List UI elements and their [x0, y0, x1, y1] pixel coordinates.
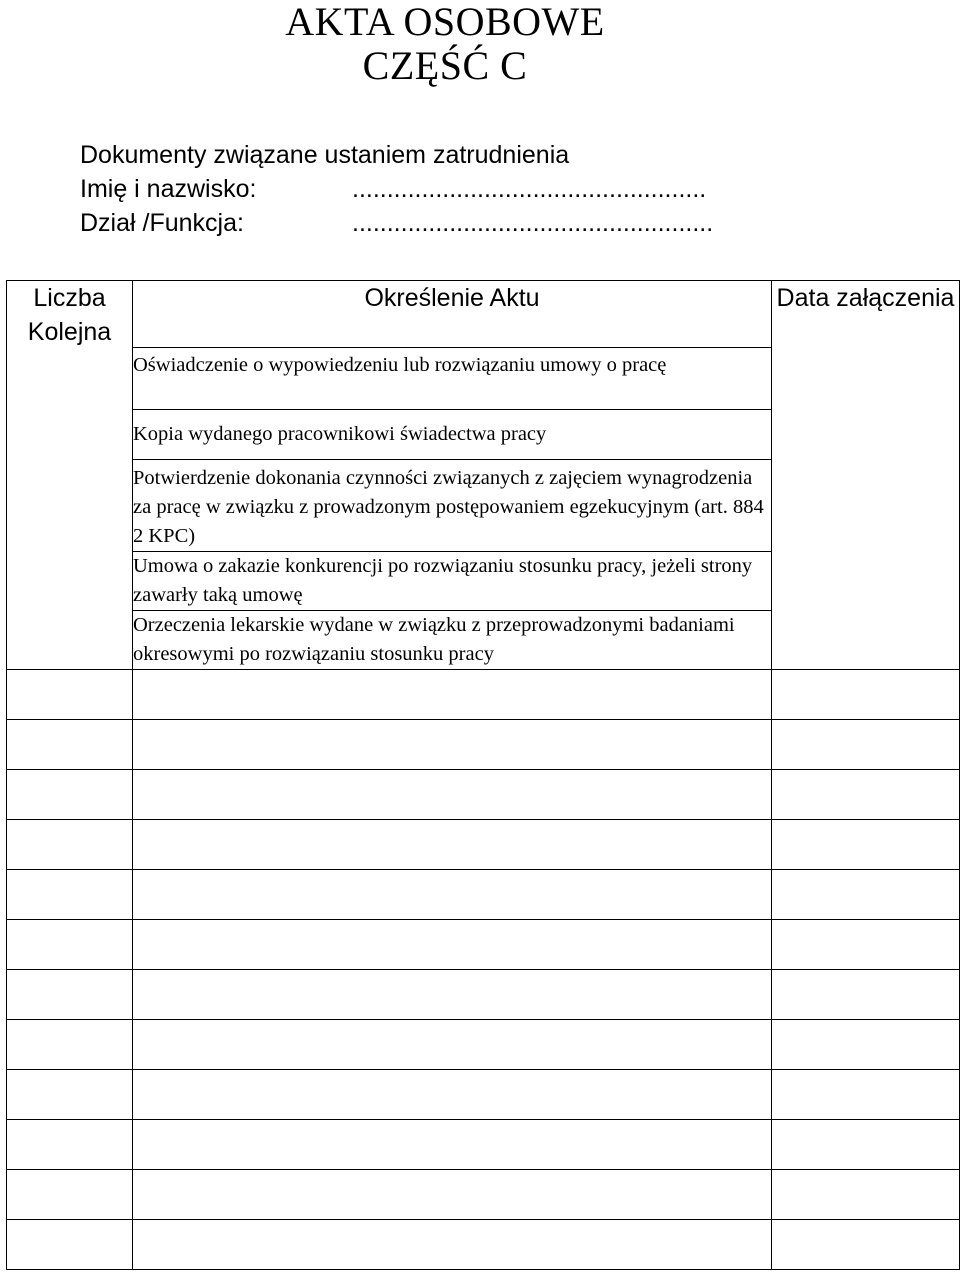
- empty-cell-act[interactable]: [133, 1120, 772, 1170]
- empty-cell-number[interactable]: [7, 970, 133, 1020]
- empty-cell-date[interactable]: [772, 920, 960, 970]
- empty-cell-number[interactable]: [7, 1170, 133, 1220]
- empty-row: [7, 770, 960, 820]
- header-date: Data załączenia: [772, 281, 960, 670]
- empty-cell-number[interactable]: [7, 1120, 133, 1170]
- empty-cell-number[interactable]: [7, 1220, 133, 1270]
- empty-cell-number[interactable]: [7, 670, 133, 720]
- name-label: Imię i nazwisko:: [80, 175, 257, 203]
- empty-cell-number[interactable]: [7, 720, 133, 770]
- empty-cell-number[interactable]: [7, 870, 133, 920]
- empty-cell-date[interactable]: [772, 820, 960, 870]
- empty-cell-act[interactable]: [133, 770, 772, 820]
- empty-row: [7, 1120, 960, 1170]
- empty-cell-date[interactable]: [772, 1220, 960, 1270]
- name-field[interactable]: ...................................................: [352, 175, 707, 203]
- empty-cell-number[interactable]: [7, 1020, 133, 1070]
- empty-row: [7, 1170, 960, 1220]
- empty-cell-act[interactable]: [133, 670, 772, 720]
- empty-cell-date[interactable]: [772, 870, 960, 920]
- empty-cell-date[interactable]: [772, 1120, 960, 1170]
- empty-cell-act[interactable]: [133, 970, 772, 1020]
- empty-row: [7, 720, 960, 770]
- empty-row: [7, 870, 960, 920]
- empty-cell-act[interactable]: [133, 920, 772, 970]
- empty-cell-act[interactable]: [133, 870, 772, 920]
- empty-row: [7, 1020, 960, 1070]
- empty-row: [7, 970, 960, 1020]
- header-number: Liczba Kolejna: [7, 281, 133, 670]
- empty-cell-number[interactable]: [7, 820, 133, 870]
- act-cell: Orzeczenia lekarskie wydane w związku z przeprowadzonymi badaniami okresowymi po rozwiązaniu stosunku pracy: [133, 611, 772, 670]
- document-title: AKTA OSOBOWE: [285, 0, 605, 44]
- empty-cell-act[interactable]: [133, 720, 772, 770]
- empty-cell-date[interactable]: [772, 1170, 960, 1220]
- empty-cell-number[interactable]: [7, 920, 133, 970]
- section-heading-text: Dokumenty związane ustaniem zatrudnienia: [80, 141, 570, 169]
- documents-table: [6, 280, 960, 1270]
- empty-row: [7, 920, 960, 970]
- empty-cell-date[interactable]: [772, 670, 960, 720]
- act-cell: Kopia wydanego pracownikowi świadectwa pracy: [133, 410, 772, 460]
- empty-cell-date[interactable]: [772, 720, 960, 770]
- empty-cell-date[interactable]: [772, 1020, 960, 1070]
- act-cell: Oświadczenie o wypowiedzeniu lub rozwiązaniu umowy o pracę: [133, 348, 772, 410]
- header-act: Określenie Aktu: [133, 281, 772, 348]
- empty-cell-date[interactable]: [772, 970, 960, 1020]
- empty-cell-date[interactable]: [772, 770, 960, 820]
- empty-row: [7, 670, 960, 720]
- empty-row: [7, 1220, 960, 1270]
- act-cell: Potwierdzenie dokonania czynności związanych z zajęciem wynagrodzenia za pracę w związku z prowadzonym postępowaniem egzekucyjnym (art. 884 2 KPC): [133, 460, 772, 552]
- department-field[interactable]: ....................................................: [352, 209, 714, 237]
- empty-cell-act[interactable]: [133, 820, 772, 870]
- empty-cell-act[interactable]: [133, 1070, 772, 1120]
- empty-row: [7, 1070, 960, 1120]
- act-cell: Umowa o zakazie konkurencji po rozwiązaniu stosunku pracy, jeżeli strony zawarły taką umowę: [133, 552, 772, 611]
- empty-cell-act[interactable]: [133, 1020, 772, 1070]
- empty-row: [7, 820, 960, 870]
- empty-cell-act[interactable]: [133, 1220, 772, 1270]
- empty-cell-act[interactable]: [133, 1170, 772, 1220]
- department-label: Dział /Funkcja:: [80, 209, 244, 237]
- document-subtitle-part: CZĘŚĆ C: [362, 43, 528, 88]
- table-header-row: [7, 281, 960, 348]
- empty-cell-date[interactable]: [772, 1070, 960, 1120]
- empty-cell-number[interactable]: [7, 1070, 133, 1120]
- empty-cell-number[interactable]: [7, 770, 133, 820]
